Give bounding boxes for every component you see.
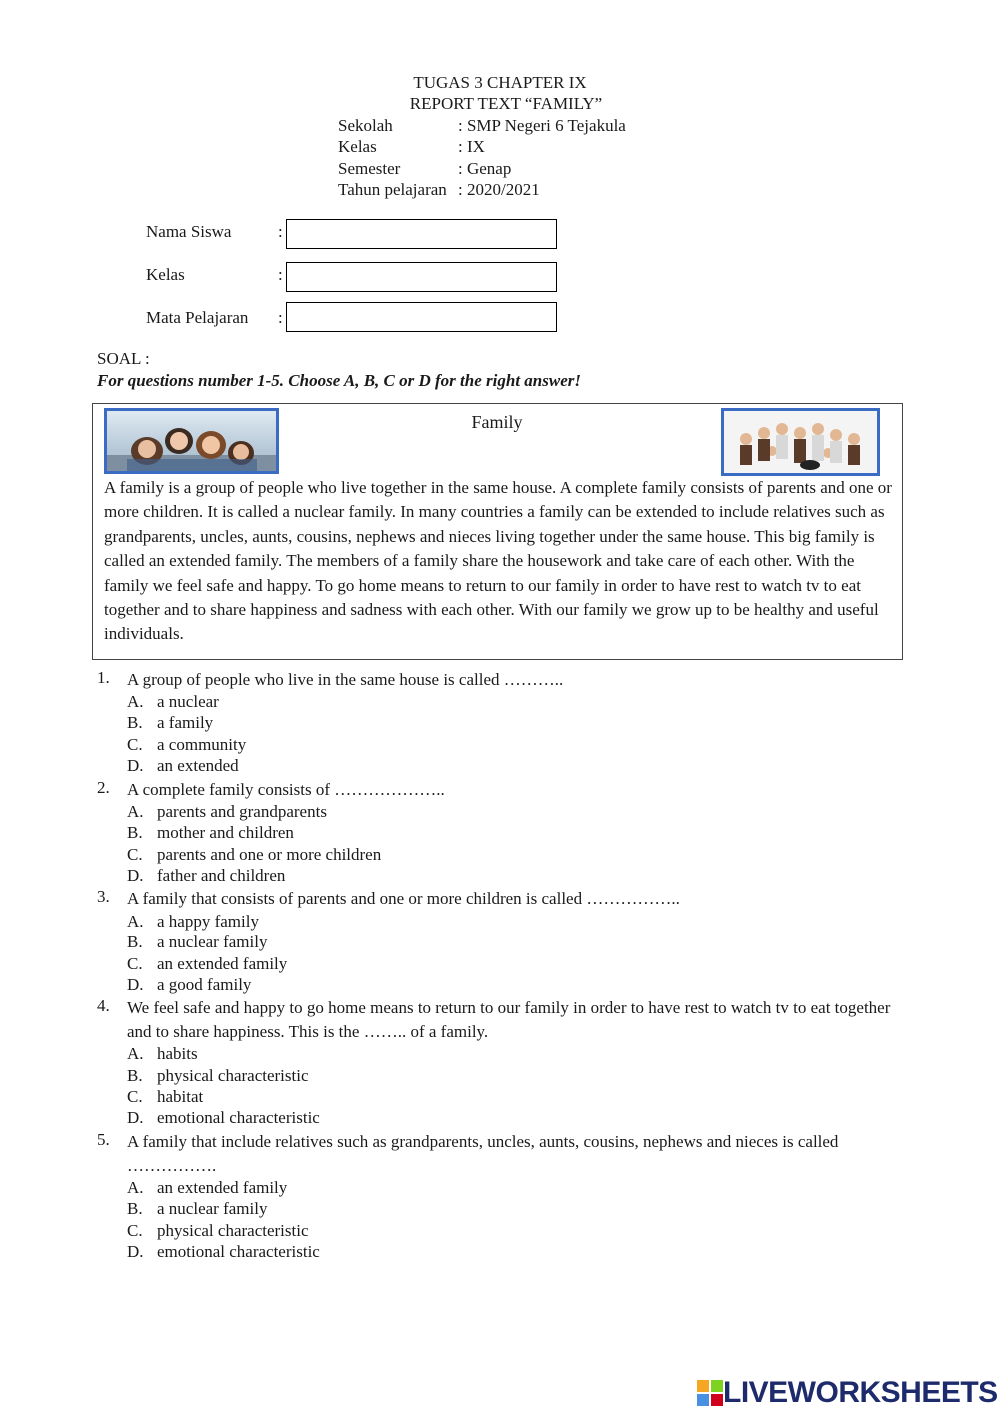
q5-option-d-letter[interactable]: D. [127,1242,144,1261]
q5-option-b-text[interactable]: a nuclear family [157,1199,268,1218]
q2-option-a-letter[interactable]: A. [127,802,144,821]
q3-option-d-letter[interactable]: D. [127,975,144,994]
mata-pelajaran-input[interactable] [286,302,557,332]
q1-option-a-text[interactable]: a nuclear [157,692,219,711]
q3-option-a-letter[interactable]: A. [127,912,144,931]
liveworksheets-logo[interactable] [697,1376,998,1410]
q4-option-d-text[interactable]: emotional characteristic [157,1108,320,1127]
kelas-colon: : [278,265,283,284]
info-label-semester: Semester [338,159,401,178]
question-1-text: A group of people who live in the same house is called ……….. [127,670,564,689]
soal-heading: SOAL : [97,349,150,368]
mata-pelajaran-colon: : [278,308,283,327]
q3-option-c-letter[interactable]: C. [127,954,143,973]
q5-option-c-letter[interactable]: C. [127,1221,143,1240]
q4-option-d-letter[interactable]: D. [127,1108,144,1127]
q2-option-d-text[interactable]: father and children [157,866,286,885]
q1-option-a-letter[interactable]: A. [127,692,144,711]
info-value-tahun: : 2020/2021 [458,180,540,199]
worksheet-title: TUGAS 3 CHAPTER IX [413,73,587,92]
question-3-text: A family that consists of parents and one or more children is called …………….. [127,889,680,908]
q1-option-c-text[interactable]: a community [157,735,247,754]
info-value-semester: : Genap [458,159,512,178]
q2-option-b-text[interactable]: mother and children [157,823,294,842]
kelas-label: Kelas [146,265,185,284]
info-value-kelas: : IX [458,137,485,156]
q1-option-c-letter[interactable]: C. [127,735,143,754]
q2-option-a-text[interactable]: parents and grandparents [157,802,327,821]
q3-option-b-text[interactable]: a nuclear family [157,932,268,951]
nama-siswa-input[interactable] [286,219,557,249]
q3-option-c-text[interactable]: an extended family [157,954,288,973]
q2-option-c-letter[interactable]: C. [127,845,143,864]
q1-option-d-text[interactable]: an extended [157,756,239,775]
info-label-kelas: Kelas [338,137,377,156]
liveworksheets-logo-text: LIVEWORKSHEETS [723,1376,998,1409]
nama-siswa-label: Nama Siswa [146,222,232,241]
question-2-number: 2. [97,778,110,797]
liveworksheets-badge-icon [697,1380,723,1406]
reading-passage: A family is a group of people who live together in the same house. A complete family consists of parents and one or more children. It is called a nuclear family. In many countries a family can be extended to include relatives such as grandparents, uncles, aunts, cousins, nephews and nieces living together under the same house. This big family is called an extended family. The members of a family share the housework and take care of each other. With the family we feel safe and happy. To go home means to return to our family in order to have rest to watch tv to eat together and to share happiness and sadness with each other. With our family we grow up to be healthy and useful individuals. [104,478,892,644]
info-label-tahun: Tahun pelajaran [338,180,447,199]
info-label-sekolah: Sekolah [338,116,393,135]
question-2-text: A complete family consists of ……………….. [127,780,445,799]
nama-siswa-colon: : [278,222,283,241]
q3-option-b-letter[interactable]: B. [127,932,143,951]
question-1-number: 1. [97,668,110,687]
mata-pelajaran-label: Mata Pelajaran [146,308,249,327]
info-value-sekolah: : SMP Negeri 6 Tejakula [458,116,626,135]
q4-option-b-text[interactable]: physical characteristic [157,1066,309,1085]
kelas-input[interactable] [286,262,557,292]
question-4-number: 4. [97,996,110,1015]
question-3-number: 3. [97,887,110,906]
q4-option-c-letter[interactable]: C. [127,1087,143,1106]
q1-option-b-letter[interactable]: B. [127,713,143,732]
q4-option-b-letter[interactable]: B. [127,1066,143,1085]
q5-option-b-letter[interactable]: B. [127,1199,143,1218]
q4-option-a-text[interactable]: habits [157,1044,198,1063]
question-5-number: 5. [97,1130,110,1149]
q5-option-c-text[interactable]: physical characteristic [157,1221,309,1240]
question-5-text: A family that include relatives such as grandparents, uncles, aunts, cousins, nephews and nieces is called ……………. [127,1132,839,1175]
question-4-text: We feel safe and happy to go home means to return to our family in order to have rest to watch tv to eat together and to share happiness. This is the …….. of a family. [127,998,891,1041]
q2-option-d-letter[interactable]: D. [127,866,144,885]
q3-option-d-text[interactable]: a good family [157,975,252,994]
q5-option-a-letter[interactable]: A. [127,1178,144,1197]
q4-option-c-text[interactable]: habitat [157,1087,204,1106]
q4-option-a-letter[interactable]: A. [127,1044,144,1063]
q2-option-b-letter[interactable]: B. [127,823,143,842]
worksheet-subtitle: REPORT TEXT “FAMILY” [409,94,603,113]
q2-option-c-text[interactable]: parents and one or more children [157,845,382,864]
q5-option-d-text[interactable]: emotional characteristic [157,1242,320,1261]
q5-option-a-text[interactable]: an extended family [157,1178,288,1197]
q3-option-a-text[interactable]: a happy family [157,912,259,931]
q1-option-d-letter[interactable]: D. [127,756,144,775]
reading-title: Family [471,412,523,432]
q1-option-b-text[interactable]: a family [157,713,214,732]
instruction: For questions number 1-5. Choose A, B, C or D for the right answer! [97,371,581,390]
